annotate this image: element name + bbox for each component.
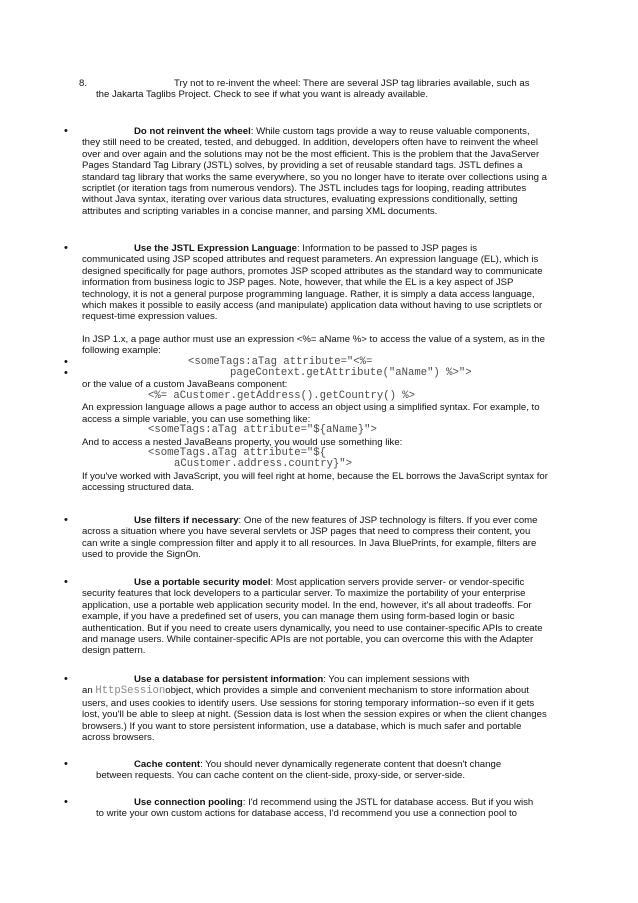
security-paragraph: [82, 577, 548, 657]
el-body: communicated using JSP scoped attributes and request parameters. An expression language (EL), which is designed specifically for page authors, promotes JSP scoped attributes as the standard way to communicate information from business logic to JSP pages. Note, however, that while the EL is a key aspect of JSP technology, it is not a general purpose programming language. Rather, it is simply a data access language, which makes it possible to easily access (and manipulate) application data without having to use scriptlets or request-time expression values.: [82, 254, 543, 323]
bullet-marker: •: [64, 242, 68, 254]
pooling-body: to write your own custom actions for database access, I'd recommend you use a connection pool to: [96, 808, 517, 820]
cache-heading: Cache content: [134, 759, 201, 770]
bullet-marker: •: [64, 673, 68, 685]
bullet-security: [64, 576, 548, 657]
el-lead: : Information to be passed to JSP pages is: [296, 243, 478, 254]
database-paragraph: [82, 674, 548, 743]
el-nested: And to access a nested JavaBeans property, you would use something like:: [82, 436, 403, 448]
code-line-2: <%= aCustomer.getAddress().getCountry() %>: [148, 389, 416, 402]
bullet-marker: •: [64, 355, 68, 368]
code-line-4a: <someTags.aTag attribute="${: [148, 446, 327, 459]
pooling-heading: Use connection pooling: [134, 797, 243, 808]
cache-body: between requests. You can cache content on the client-side, proxy-side, or server-side.: [96, 770, 466, 782]
code-line-4b: aCustomer.address.country}">: [174, 458, 353, 471]
item-8-line-a: Try not to re-invent the wheel: There are several JSP tag libraries available, such as: [174, 78, 530, 89]
el-heading: Use the JSTL Expression Language: [134, 243, 297, 254]
numbered-item-8: [79, 78, 546, 101]
bullet-reinvent: [64, 125, 548, 217]
bullet-pooling: [64, 796, 548, 820]
bullet-cache: [64, 758, 548, 782]
item-number: 8.: [79, 78, 88, 89]
security-heading: Use a portable security model: [134, 577, 271, 588]
reinvent-body: they still need to be created, tested, and debugged. In addition, developers often have to reinvent the wheel over and over again and the solutions may not be the most efficient. This is the problem that the JavaServer Pages Standard Tag Library (JSTL) solves, by providing a set of reusable standard tags. JSTL defines a standard tag library that works the same everywhere, so you no longer have to iterate over collections using a scriptlet (or iteration tags from numerous vendors). The JSTL includes tags for looping, reading attributes without Java syntax, iterating over various data structures, evaluating expressions conditionally, setting attributes and scripting variables in a concise manner, and parsing XML documents.: [82, 137, 548, 217]
cache-paragraph: [96, 759, 548, 782]
http-session-code: HttpSession: [95, 685, 166, 698]
item-8-line-b: the Jakarta Taglibs Project. Check to see if what you want is already available.: [96, 89, 429, 101]
el-or-value: or the value of a custom JavaBeans component:: [82, 379, 288, 391]
bullet-marker: •: [64, 576, 68, 588]
bullet-marker: •: [64, 125, 68, 137]
filters-heading: Use filters if necessary: [134, 515, 239, 526]
el-jsp1x: In JSP 1.x, a page author must use an expression <%= aName %> to access the value of a system, as in the following example:: [82, 333, 545, 357]
database-heading: Use a database for persistent information: [134, 674, 324, 685]
bullet-marker: •: [64, 758, 68, 770]
bullet-el: [64, 242, 548, 494]
el-allows: An expression language allows a page author to access an object using a simplified syntax. For example, to access a simple variable, you can use something like:: [82, 402, 540, 425]
database-body: object, which provides a simple and convenient mechanism to store information about users, and uses cookies to identify users. Use sessions for storing temporary information--so even if it gets lost, you'll be able to sleep at night. (Session data is lost when the session expires or when the client changes browsers.) If you want to store persistent information, use a database, which is much safer and portable across browsers.: [82, 685, 547, 744]
database-an: an: [82, 685, 96, 697]
reinvent-lead: : While custom tags provide a way to reuse valuable components,: [250, 126, 530, 137]
filters-lead: : One of the new features of JSP technology is filters. If you ever come: [238, 515, 538, 526]
code-1a-text: <someTags:aTag attribute="<%=: [188, 355, 373, 368]
database-lead: : You can implement sessions with: [323, 674, 470, 685]
bullet-filters: [64, 514, 548, 561]
reinvent-heading: Do not reinvent the wheel: [134, 126, 251, 137]
pooling-paragraph: [96, 797, 548, 820]
code-1b-text: pageContext.getAttribute("aName") %>">: [230, 367, 472, 380]
reinvent-paragraph: [82, 126, 548, 217]
security-lead: : Most application servers provide server- or vendor-specific: [270, 577, 525, 588]
bullet-marker: •: [64, 796, 68, 808]
el-closing: If you've worked with JavaScript, you will feel right at home, because the EL borrows the JavaScript syntax for accessing structured data.: [82, 470, 548, 494]
item-8-text: [96, 78, 546, 101]
security-body: security features that lock developers to a particular server. To maximize the portability of your enterprise application, use a portable web application security model. In the end, however, it's all about tradeoffs. For example, if you have a predefined set of users, you can manage them using form-based login or basic authentication. But if you need to create users dynamically, you need to use container-specific APIs to create and manage users. While container-specific APIs are not portable, you can overcome this with the Adapter design pattern.: [82, 588, 543, 657]
el-paragraph: [82, 243, 548, 323]
bullet-marker: •: [64, 514, 68, 526]
pooling-lead: : I'd recommend using the JSTL for database access. But if you wish: [242, 797, 534, 808]
bullet-marker: •: [64, 367, 68, 380]
code-line-1b: [64, 367, 548, 380]
code-line-3: <someTags:aTag attribute="${aName}">: [148, 424, 377, 437]
filters-paragraph: [82, 515, 548, 561]
cache-lead: : You should never dynamically regenerate content that doesn't change: [200, 759, 502, 770]
filters-body: across a situation where you have several servlets or JSP pages that need to compress their content, you can write a single compression filter and apply it to all resources. In Java BluePrints, for example, filters are used to provide the SignOn.: [82, 526, 537, 561]
bullet-database: [64, 673, 548, 744]
